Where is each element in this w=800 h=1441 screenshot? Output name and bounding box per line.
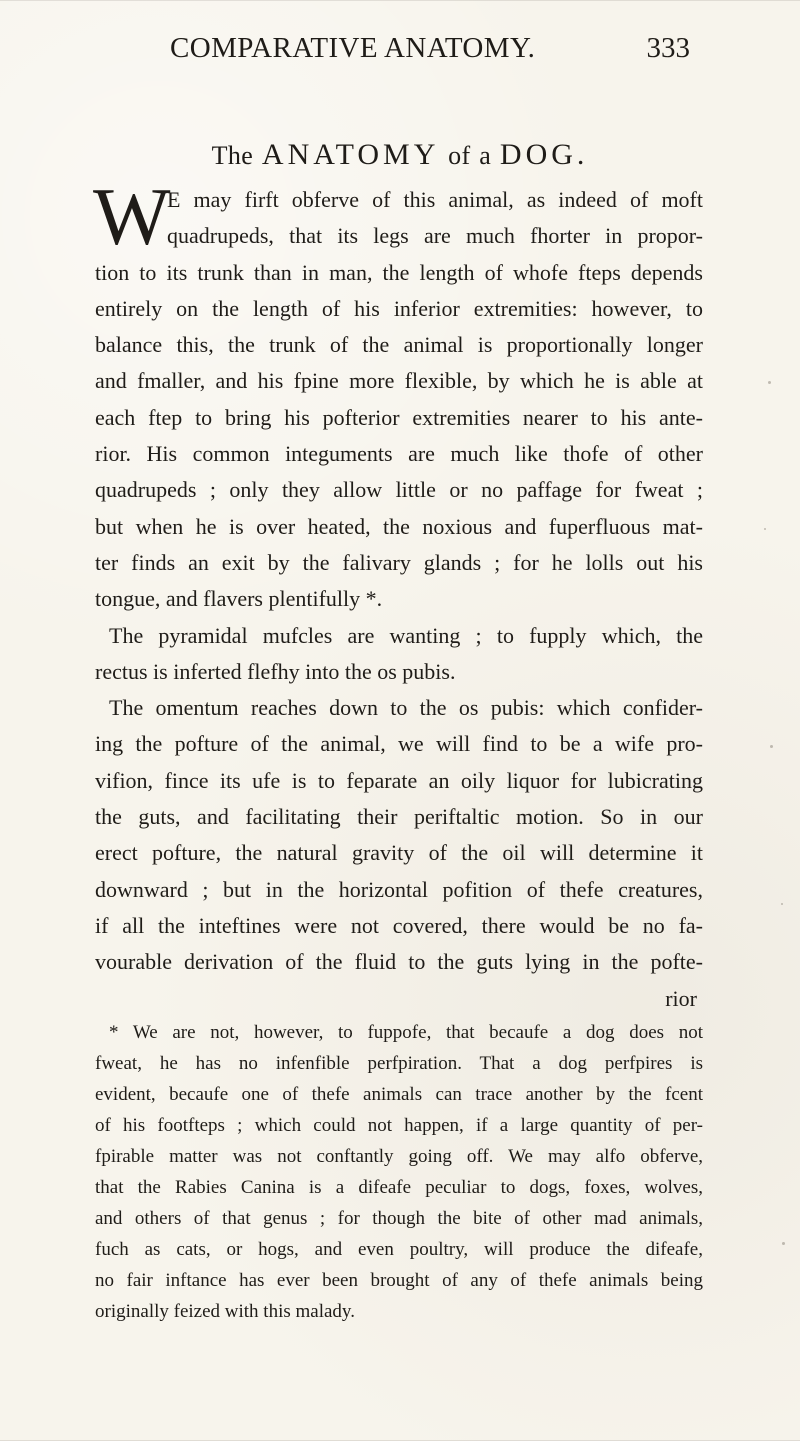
running-header: [170, 32, 690, 72]
body-line-7: each ftep to bring his pofterior extremities nearer to his ante-: [95, 404, 703, 430]
body-line-20: downward ; but in the horizontal pofition of thefe creatures,: [95, 876, 703, 902]
chapter-title-main: ANATOMY: [261, 138, 440, 171]
page-edge-shadow: [0, 0, 800, 1]
scan-speck: [782, 1242, 785, 1245]
dropcap-container: [93, 171, 171, 262]
footnote-line-2: fweat, he has no infenfible perfpiration. That a dog perfpires is: [95, 1053, 703, 1074]
footnote: [95, 1017, 703, 1327]
chapter-title-article: a: [479, 141, 492, 170]
body-line-14: rectus is inferted flefhy into the os pubis.: [95, 658, 456, 684]
footnote-line-3: evident, becaufe one of thefe animals can trace another by the fcent: [95, 1084, 703, 1105]
scan-speck: [764, 528, 766, 530]
page-number: 333: [646, 32, 690, 64]
body-line-15: The omentum reaches down to the os pubis: which confider-: [109, 695, 703, 721]
footnote-line-7: and others of that genus ; for though the bite of other mad animals,: [95, 1208, 703, 1229]
body-line-8: rior. His common integuments are much like thofe of other: [95, 441, 703, 467]
body-line-23: rior: [665, 985, 697, 1011]
body-line-12: tongue, and flavers plentifully *.: [95, 586, 383, 612]
body-line-1: E may firft obferve of this animal, as indeed of moft: [167, 187, 703, 212]
chapter-title: [120, 138, 680, 172]
footnote-line-4: of his footfteps ; which could not happen, if a large quantity of per-: [95, 1115, 703, 1136]
body-line-6: and fmaller, and his fpine more flexible, by which he is able at: [95, 368, 703, 394]
body-line-11: ter finds an exit by the falivary glands ; for he lolls out his: [95, 549, 703, 575]
chapter-title-end: DOG.: [499, 138, 589, 171]
chapter-title-of: of: [448, 141, 471, 170]
body-line-13: The pyramidal mufcles are wanting ; to fupply which, the: [109, 622, 703, 648]
footnote-line-6: that the Rabies Canina is a difeafe peculiar to dogs, foxes, wolves,: [95, 1177, 703, 1198]
footnote-line-8: fuch as cats, or hogs, and even poultry, will produce the difeafe,: [95, 1239, 703, 1260]
footnote-line-10: originally feized with this malady.: [95, 1301, 355, 1322]
body-line-4: entirely on the length of his inferior extremities: however, to: [95, 295, 703, 321]
body-line-17: vifion, fince its ufe is to feparate an oily liquor for lubicrating: [95, 767, 703, 793]
footnote-line-5: fpirable matter was not conftantly going off. We may alfo obferve,: [95, 1146, 703, 1167]
running-title: COMPARATIVE ANATOMY.: [170, 32, 536, 64]
body-line-19: erect pofture, the natural gravity of the oil will determine it: [95, 840, 703, 866]
body-line-10: but when he is over heated, the noxious and fuperfluous mat-: [95, 513, 703, 539]
dropcap-letter: W: [93, 171, 171, 262]
scan-speck: [770, 745, 773, 748]
footnote-line-1: * We are not, however, to fuppofe, that becaufe a dog does not: [109, 1022, 703, 1043]
body-line-18: the guts, and facilitating their periftaltic motion. So in our: [95, 804, 703, 830]
body-line-22: vourable derivation of the fluid to the guts lying in the pofte-: [95, 949, 703, 975]
footnote-line-9: no fair inftance has ever been brought of any of thefe animals being: [95, 1270, 703, 1291]
body-line-3: tion to its trunk than in man, the length of whofe fteps depends: [95, 259, 703, 285]
body-line-9: quadrupeds ; only they allow little or no paffage for fweat ;: [95, 477, 703, 503]
main-body-text: [93, 171, 703, 1017]
body-line-16: ing the pofture of the animal, we will find to be a wife pro-: [95, 731, 703, 757]
chapter-title-prefix: The: [211, 141, 254, 170]
scan-speck: [768, 381, 771, 384]
body-line-2: quadrupeds, that its legs are much fhorter in propor-: [167, 223, 703, 249]
body-line-5: balance this, the trunk of the animal is proportionally longer: [95, 332, 703, 358]
body-line-21: if all the inteftines were not covered, there would be no fa-: [95, 912, 703, 938]
scan-speck: [781, 903, 783, 905]
